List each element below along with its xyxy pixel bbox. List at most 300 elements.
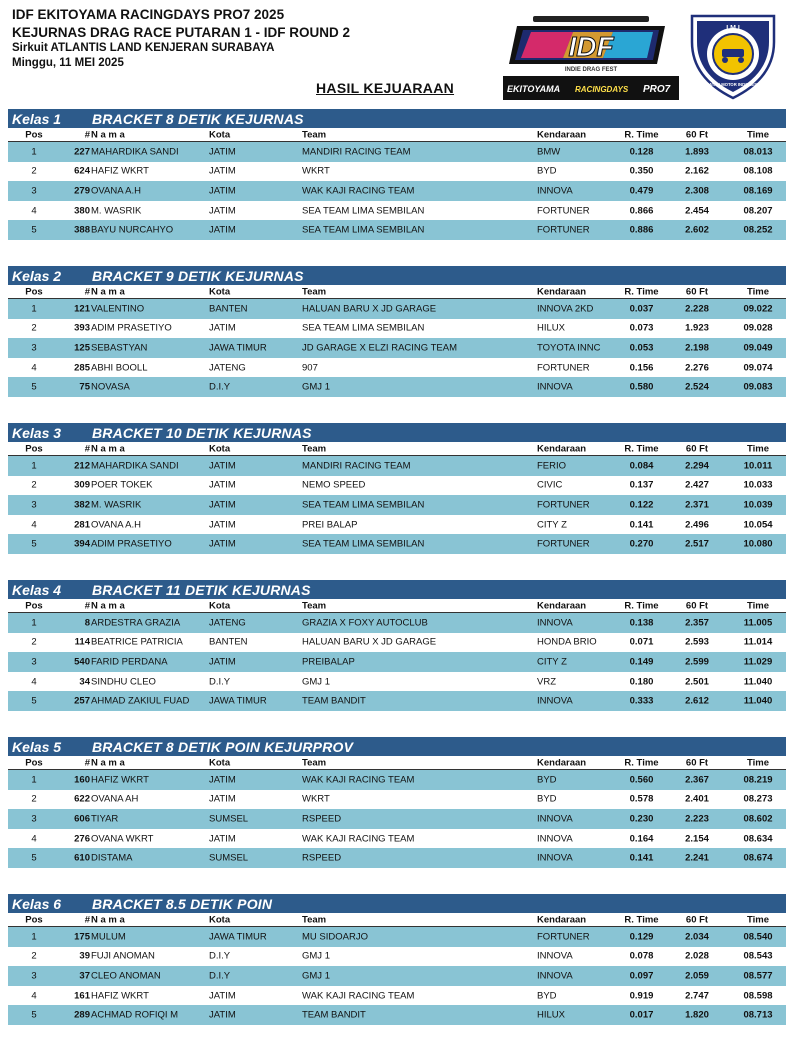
result-number: 285 [74,362,90,374]
table-row [8,534,786,554]
column-header-time: Time [746,129,769,140]
result-reaction-time: 0.333 [629,695,654,707]
column-header-no: # [84,443,90,454]
result-vehicle: INNOVA [537,833,573,845]
column-header-time: Time [746,757,769,768]
result-reaction-time: 0.919 [629,990,654,1002]
result-number: 281 [74,519,90,531]
result-team: SEA TEAM LIMA SEMBILAN [302,224,425,236]
result-team: GMJ 1 [302,970,330,982]
result-vehicle: HONDA BRIO [537,636,597,648]
result-pos: 5 [31,224,37,236]
result-pos: 1 [31,146,37,158]
result-time: 11.029 [743,656,773,668]
column-header-kota: Kota [209,914,231,925]
result-pos: 4 [31,519,37,531]
result-reaction-time: 0.129 [629,931,654,943]
result-city: D.I.Y [209,970,231,982]
result-team: SEA TEAM LIMA SEMBILAN [302,322,425,334]
result-pos: 3 [31,813,37,825]
result-60ft: 2.501 [685,676,709,688]
result-pos: 2 [31,165,37,177]
result-name: HAFIZ WKRT [91,165,149,177]
column-header-team: Team [302,757,327,768]
table-row [8,633,786,653]
result-reaction-time: 0.886 [629,224,654,236]
column-header-ft60: 60 Ft [685,443,709,454]
result-reaction-time: 0.138 [629,617,654,629]
result-name: ARDESTRA GRAZIA [91,617,181,629]
table-row [8,181,786,201]
column-header-team: Team [302,286,327,297]
table-row [8,809,786,829]
result-vehicle: BYD [537,165,557,177]
result-60ft: 2.367 [685,774,709,786]
result-vehicle: HILUX [537,1009,565,1021]
result-name: MAHARDIKA SANDI [91,146,179,158]
table-row [8,515,786,535]
kelas-label: Kelas 6 [12,895,62,912]
bracket-title: BRACKET 8 DETIK POIN KEJURPROV [92,738,354,755]
result-time: 08.598 [743,990,773,1002]
result-pos: 1 [31,460,37,472]
result-team: WAK KAJI RACING TEAM [302,774,415,786]
idf-logo-text: IDF [568,31,614,62]
column-header-rtime: R. Time [624,757,659,768]
result-city: BANTEN [209,636,248,648]
result-number: 393 [74,322,90,334]
result-reaction-time: 0.350 [629,165,654,177]
result-time: 10.080 [743,538,773,550]
column-header-row [8,128,786,142]
column-header-no: # [84,757,90,768]
kelas-section [8,737,786,868]
sponsor-racingdays: RACINGDAYS [575,85,629,94]
result-reaction-time: 0.053 [629,342,654,354]
result-time: 08.273 [743,793,773,805]
result-reaction-time: 0.141 [629,852,654,864]
result-reaction-time: 0.180 [629,676,654,688]
result-city: JAWA TIMUR [209,695,267,707]
result-name: NOVASA [91,381,130,393]
table-row [8,476,786,496]
result-team: GMJ 1 [302,381,330,393]
result-pos: 2 [31,636,37,648]
result-60ft: 2.241 [685,852,709,864]
result-pos: 3 [31,656,37,668]
result-pos: 3 [31,499,37,511]
result-vehicle: INNOVA [537,970,573,982]
result-60ft: 2.059 [685,970,709,982]
result-team: SEA TEAM LIMA SEMBILAN [302,499,425,511]
result-vehicle: CIVIC [537,479,563,491]
result-team: WAK KAJI RACING TEAM [302,990,415,1002]
bracket-title: BRACKET 11 DETIK KEJURNAS [92,581,311,598]
result-name: ABHI BOOLL [91,362,148,374]
result-pos: 5 [31,852,37,864]
result-pos: 4 [31,362,37,374]
result-team: TEAM BANDIT [302,695,366,707]
result-60ft: 2.034 [685,931,709,943]
result-city: D.I.Y [209,950,231,962]
column-header-no: # [84,129,90,140]
table-row [8,299,786,319]
result-name: FUJI ANOMAN [91,950,155,962]
result-city: JATIM [209,499,236,511]
column-header-kendaraan: Kendaraan [537,443,587,454]
result-vehicle: BMW [537,146,561,158]
bracket-title: BRACKET 10 DETIK KEJURNAS [92,424,312,441]
column-header-ft60: 60 Ft [685,757,709,768]
result-number: 175 [74,931,90,943]
result-60ft: 2.028 [685,950,709,962]
result-city: JATIM [209,793,236,805]
table-row [8,456,786,476]
result-60ft: 2.228 [685,303,709,315]
result-60ft: 1.893 [685,146,709,158]
table-row [8,927,786,947]
result-vehicle: INNOVA [537,381,573,393]
kelas-label: Kelas 1 [12,110,62,127]
result-name: OVANA A.H [91,519,141,531]
result-number: 382 [74,499,90,511]
result-vehicle: CITY Z [537,519,567,531]
column-header-pos: Pos [25,600,43,611]
column-header-time: Time [746,914,769,925]
result-time: 08.013 [743,146,773,158]
column-header-no: # [84,914,90,925]
column-header-rtime: R. Time [624,914,659,925]
result-vehicle: VRZ [537,676,556,688]
result-reaction-time: 0.578 [629,793,654,805]
section-title-bar [8,580,786,599]
result-time: 08.252 [743,224,773,236]
result-time: 11.040 [743,695,773,707]
result-60ft: 2.599 [685,656,709,668]
result-pos: 5 [31,538,37,550]
result-name: ADIM PRASETIYO [91,322,172,334]
result-vehicle: CITY Z [537,656,567,668]
result-60ft: 1.923 [685,322,709,334]
result-number: 121 [74,303,90,315]
table-row [8,947,786,967]
result-number: 279 [74,185,90,197]
table-row [8,162,786,182]
column-header-nama: N a m a [91,129,125,140]
result-name: VALENTINO [91,303,145,315]
kelas-section [8,580,786,711]
result-60ft: 2.154 [685,833,709,845]
result-number: 75 [79,381,90,393]
result-city: JATIM [209,224,236,236]
result-name: OVANA WKRT [91,833,154,845]
table-row [8,966,786,986]
result-60ft: 2.223 [685,813,709,825]
result-number: 622 [74,793,90,805]
result-number: 606 [74,813,90,825]
result-number: 39 [79,950,90,962]
result-team: HALUAN BARU X JD GARAGE [302,636,437,648]
result-team: PREIBALAP [302,656,355,668]
result-pos: 5 [31,695,37,707]
result-name: ADIM PRASETIYO [91,538,172,550]
column-header-kendaraan: Kendaraan [537,600,587,611]
result-vehicle: INNOVA [537,813,573,825]
result-number: 160 [74,774,90,786]
kelas-section [8,266,786,397]
result-city: JAWA TIMUR [209,342,267,354]
result-team: 907 [302,362,318,374]
result-vehicle: TOYOTA INNC [537,342,601,354]
result-reaction-time: 0.156 [629,362,654,374]
column-header-team: Team [302,129,327,140]
result-60ft: 2.524 [685,381,709,393]
table-row [8,142,786,162]
idf-logo-subtext: INDIE DRAG FEST [564,67,618,73]
table-row [8,220,786,240]
result-reaction-time: 0.560 [629,774,654,786]
event-venue: Sirkuit ATLANTIS LAND KENJERAN SURABAYA [12,42,275,55]
result-team: GMJ 1 [302,676,330,688]
result-vehicle: INNOVA [537,617,573,629]
result-name: OVANA AH [91,793,139,805]
result-pos: 3 [31,185,37,197]
result-city: SUMSEL [209,813,249,825]
result-team: MANDIRI RACING TEAM [302,146,411,158]
kelas-label: Kelas 3 [12,424,62,441]
result-60ft: 2.517 [685,538,709,550]
column-header-row [8,756,786,770]
result-city: JATIM [209,479,236,491]
result-team: SEA TEAM LIMA SEMBILAN [302,205,425,217]
kelas-label: Kelas 2 [12,267,62,284]
table-row [8,770,786,790]
result-name: BEATRICE PATRICIA [91,636,183,648]
result-city: JAWA TIMUR [209,931,267,943]
kelas-section [8,109,786,240]
column-header-rtime: R. Time [624,129,659,140]
result-time: 10.054 [743,519,773,531]
column-header-kota: Kota [209,600,231,611]
result-name: OVANA A.H [91,185,141,197]
result-team: TEAM BANDIT [302,1009,366,1021]
result-reaction-time: 0.084 [629,460,654,472]
column-header-rtime: R. Time [624,286,659,297]
result-reaction-time: 0.141 [629,519,654,531]
result-time: 08.219 [743,774,773,786]
result-city: JATENG [209,617,246,629]
result-time: 09.074 [743,362,773,374]
kelas-label: Kelas 5 [12,738,62,755]
result-vehicle: BYD [537,793,557,805]
result-time: 08.634 [743,833,773,845]
column-header-pos: Pos [25,757,43,768]
result-time: 11.005 [743,617,773,629]
result-time: 08.108 [743,165,773,177]
imi-logo-text: I M I [726,25,740,32]
event-header [12,6,512,71]
bracket-title: BRACKET 8.5 DETIK POIN [92,895,273,912]
result-reaction-time: 0.097 [629,970,654,982]
result-vehicle: INNOVA [537,185,573,197]
result-number: 610 [74,852,90,864]
column-header-kota: Kota [209,129,231,140]
column-header-pos: Pos [25,914,43,925]
section-title-bar [8,266,786,285]
result-number: 624 [74,165,90,177]
result-team: RSPEED [302,852,342,864]
result-name: M. WASRIK [91,499,142,511]
table-row [8,652,786,672]
result-city: JATENG [209,362,246,374]
column-header-nama: N a m a [91,286,125,297]
result-reaction-time: 0.866 [629,205,654,217]
result-city: D.I.Y [209,676,231,688]
table-row [8,986,786,1006]
sponsor-ekitoyama: EKITOYAMA [507,84,561,94]
result-team: PREI BALAP [302,519,358,531]
result-city: D.I.Y [209,381,231,393]
result-city: JATIM [209,656,236,668]
result-time: 08.207 [743,205,773,217]
result-name: MULUM [91,931,126,943]
result-vehicle: FORTUNER [537,538,590,550]
result-vehicle: FORTUNER [537,362,590,374]
result-name: MAHARDIKA SANDI [91,460,179,472]
result-time: 10.033 [743,479,773,491]
column-header-nama: N a m a [91,757,125,768]
result-number: 380 [74,205,90,217]
result-vehicle: INNOVA 2KD [537,303,594,315]
result-name: FARID PERDANA [91,656,168,668]
results-heading: HASIL KEJUARAAN [316,80,455,96]
column-header-nama: N a m a [91,443,125,454]
column-header-kota: Kota [209,757,231,768]
kelas-section [8,423,786,554]
bracket-title: BRACKET 9 DETIK KEJURNAS [92,267,304,284]
result-pos: 1 [31,931,37,943]
result-number: 212 [74,460,90,472]
result-pos: 4 [31,676,37,688]
result-pos: 2 [31,322,37,334]
result-time: 08.602 [743,813,773,825]
imi-logo-ring: IKATAN MOTOR INDONESIA [704,82,762,87]
result-name: CLEO ANOMAN [91,970,161,982]
column-header-rtime: R. Time [624,443,659,454]
result-team: MANDIRI RACING TEAM [302,460,411,472]
result-time: 09.083 [743,381,773,393]
result-pos: 2 [31,950,37,962]
result-number: 161 [74,990,90,1002]
result-number: 276 [74,833,90,845]
column-header-time: Time [746,443,769,454]
result-vehicle: INNOVA [537,852,573,864]
result-reaction-time: 0.137 [629,479,654,491]
column-header-pos: Pos [25,443,43,454]
result-name: AHMAD ZAKIUL FUAD [91,695,190,707]
result-time: 08.169 [743,185,773,197]
result-team: WAK KAJI RACING TEAM [302,185,415,197]
result-pos: 4 [31,833,37,845]
table-row [8,201,786,221]
result-vehicle: FORTUNER [537,224,590,236]
result-pos: 3 [31,342,37,354]
result-time: 08.713 [743,1009,773,1021]
result-reaction-time: 0.128 [629,146,654,158]
column-header-ft60: 60 Ft [685,600,709,611]
result-60ft: 2.496 [685,519,709,531]
result-number: 114 [74,636,90,648]
event-subtitle: KEJURNAS DRAG RACE PUTARAN 1 - IDF ROUND 2 [12,24,351,40]
column-header-kendaraan: Kendaraan [537,757,587,768]
result-pos: 5 [31,381,37,393]
result-time: 08.540 [743,931,773,943]
kelas-label: Kelas 4 [12,581,62,598]
result-pos: 1 [31,617,37,629]
table-row [8,613,786,633]
event-date: Minggu, 11 MEI 2025 [12,57,124,70]
result-vehicle: BYD [537,990,557,1002]
column-header-ft60: 60 Ft [685,914,709,925]
result-city: JATIM [209,519,236,531]
result-60ft: 2.371 [685,499,709,511]
column-header-kota: Kota [209,286,231,297]
column-header-nama: N a m a [91,914,125,925]
result-vehicle: INNOVA [537,695,573,707]
result-city: BANTEN [209,303,248,315]
result-city: JATIM [209,774,236,786]
result-number: 388 [74,224,90,236]
result-pos: 3 [31,970,37,982]
result-team: JD GARAGE X ELZI RACING TEAM [302,342,458,354]
column-header-pos: Pos [25,286,43,297]
bracket-title: BRACKET 8 DETIK KEJURNAS [92,110,304,127]
result-pos: 4 [31,990,37,1002]
result-vehicle: BYD [537,774,557,786]
result-reaction-time: 0.270 [629,538,654,550]
result-time: 08.674 [743,852,773,864]
column-header-time: Time [746,600,769,611]
result-pos: 2 [31,793,37,805]
column-header-team: Team [302,914,327,925]
section-title-bar [8,109,786,128]
result-city: JATIM [209,460,236,472]
result-60ft: 2.308 [685,185,709,197]
result-team: RSPEED [302,813,342,825]
result-reaction-time: 0.122 [629,499,654,511]
result-team: WAK KAJI RACING TEAM [302,833,415,845]
column-header-row [8,599,786,613]
result-pos: 4 [31,205,37,217]
column-header-time: Time [746,286,769,297]
result-60ft: 2.612 [685,695,709,707]
result-pos: 1 [31,774,37,786]
result-60ft: 2.427 [685,479,709,491]
result-number: 37 [79,970,90,982]
result-reaction-time: 0.479 [629,185,654,197]
result-name: HAFIZ WKRT [91,774,149,786]
column-header-row [8,285,786,299]
column-header-kota: Kota [209,443,231,454]
result-name: ACHMAD ROFIQI M [91,1009,179,1021]
result-number: 125 [74,342,90,354]
result-time: 11.040 [743,676,773,688]
result-time: 09.049 [743,342,773,354]
result-number: 257 [74,695,90,707]
result-60ft: 2.593 [685,636,709,648]
result-team: SEA TEAM LIMA SEMBILAN [302,538,425,550]
table-row [8,358,786,378]
